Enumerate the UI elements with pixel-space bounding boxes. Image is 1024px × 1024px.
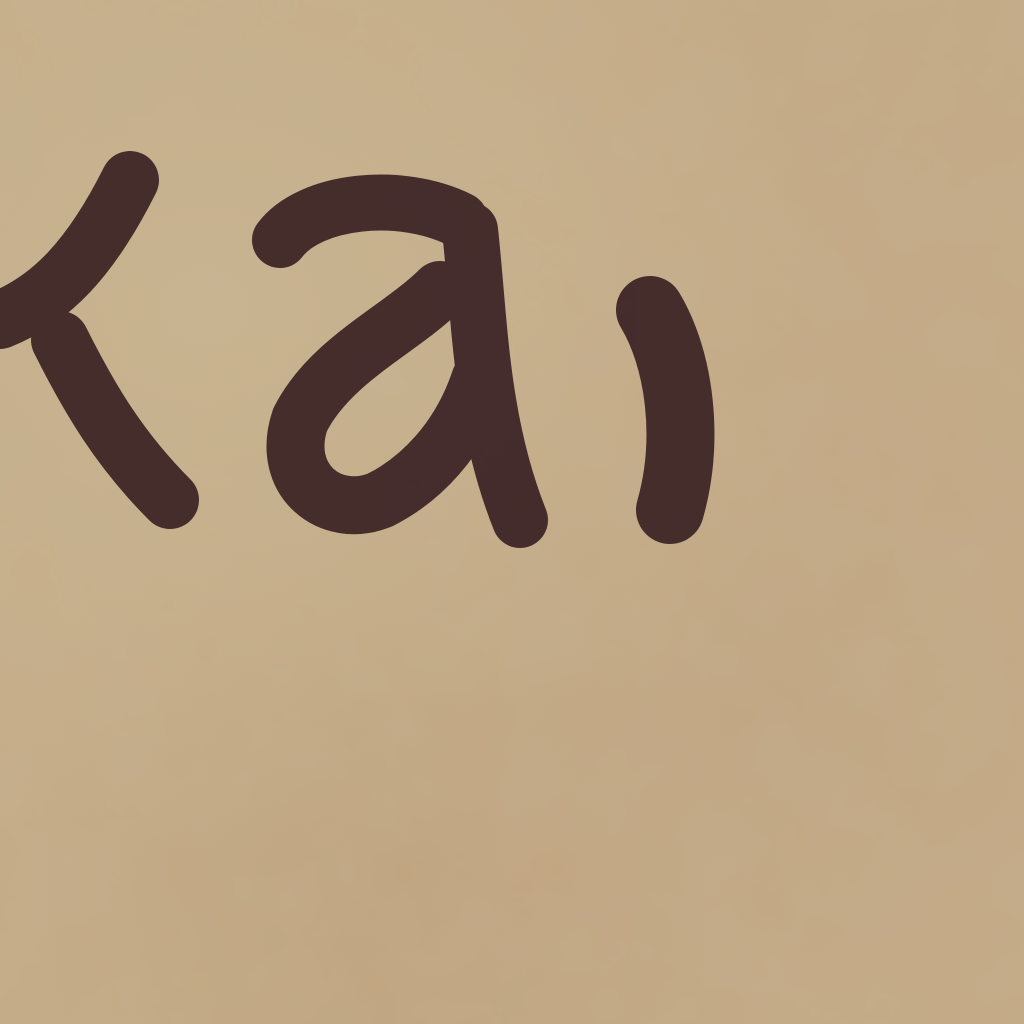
letter-k-arm — [60, 340, 170, 500]
ink-strokes — [0, 60, 780, 620]
letter-a-stem — [470, 230, 520, 520]
letter-a-top — [280, 203, 460, 240]
handwritten-text-fragment — [0, 60, 780, 620]
letter-k-stroke — [0, 180, 130, 320]
letter-i-stroke — [650, 310, 680, 510]
